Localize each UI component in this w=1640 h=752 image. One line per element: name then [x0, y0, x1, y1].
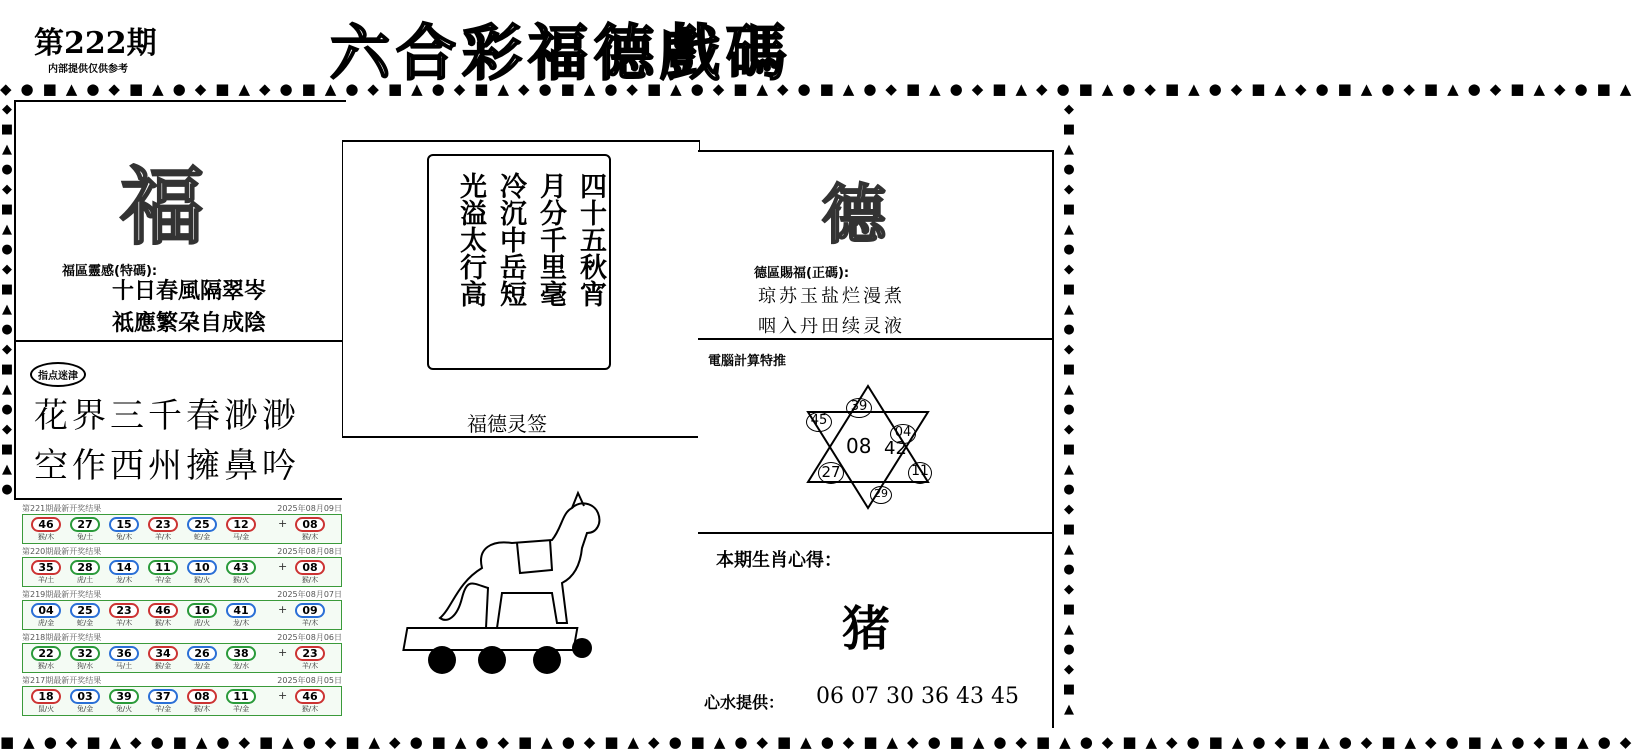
- zodiac-animal: 猪: [842, 601, 891, 657]
- result-ball: 03: [70, 689, 100, 704]
- result-zodiac: 羊/土: [37, 576, 55, 584]
- result-zodiac: 鼠/火: [37, 705, 55, 713]
- water-number: 36: [921, 684, 949, 709]
- fu-label: 福區靈感(特碼):: [62, 264, 158, 279]
- result-ball: 46: [148, 603, 178, 618]
- water-number: 43: [956, 684, 984, 709]
- result-ball: 39: [109, 689, 139, 704]
- result-block: [22, 503, 342, 544]
- result-zodiac: 马/土: [115, 662, 133, 670]
- result-zodiac: 猴/火: [193, 576, 211, 584]
- de-label: 德區賜福(正碼):: [754, 266, 850, 281]
- result-zodiac: 龙/木: [115, 576, 133, 584]
- result-zodiac: 羊/木: [115, 619, 133, 627]
- result-ball: 38: [226, 646, 256, 661]
- hint-line-2: 空作西州擁鼻吟: [34, 446, 300, 486]
- plus-sign: +: [278, 560, 288, 573]
- result-ball: 25: [187, 517, 217, 532]
- fu-line-1: 十日春風隔翠岑: [112, 279, 267, 304]
- result-zodiac: 虎/土: [76, 576, 94, 584]
- lottery-panel: [342, 140, 700, 438]
- hint-badge: 指点迷津: [30, 362, 86, 387]
- star-number-top: 39: [846, 398, 872, 418]
- result-date: 2025年08月07日: [277, 590, 342, 599]
- result-ball: 35: [31, 560, 61, 575]
- left-border: ◆ ■ ▲ ● ◆ ■ ▲ ● ◆ ■ ▲ ● ◆ ■ ▲ ● ◆ ■ ▲ ●: [0, 102, 14, 497]
- lottery-column-4-text: 光溢太行高: [455, 172, 486, 307]
- lottery-column-4: [453, 172, 486, 316]
- draw-results: [22, 503, 342, 718]
- result-row: [22, 514, 342, 544]
- lottery-column-1-text: 四十五秋宵: [575, 172, 606, 307]
- reference-note: 内部提供仅供参考: [48, 64, 128, 75]
- result-zodiac: 蛇/金: [76, 619, 94, 627]
- result-zodiac: 猴/金: [154, 662, 172, 670]
- result-date: 2025年08月08日: [277, 547, 342, 556]
- result-block: [22, 589, 342, 630]
- result-title: 第221期最新开奖结果: [22, 504, 102, 513]
- result-zodiac: 羊/金: [232, 705, 250, 713]
- star-number-lower-right: 11: [908, 462, 932, 484]
- plus-sign: +: [278, 646, 288, 659]
- result-date: 2025年08月05日: [277, 676, 342, 685]
- result-zodiac: 虎/火: [193, 619, 211, 627]
- result-header: [22, 589, 342, 600]
- result-zodiac: 猴/木: [193, 705, 211, 713]
- lottery-column-1: [573, 172, 606, 316]
- star-number-upper-right: 04: [890, 424, 916, 444]
- result-ball: 26: [187, 646, 217, 661]
- result-ball: 14: [109, 560, 139, 575]
- plus-sign: +: [278, 603, 288, 616]
- result-zodiac: 兔/木: [115, 533, 133, 541]
- result-ball: 12: [226, 517, 256, 532]
- issue-number: 第222期: [34, 26, 157, 61]
- result-zodiac: 龙/金: [193, 662, 211, 670]
- result-ball: 46: [295, 689, 325, 704]
- water-number: 45: [991, 684, 1019, 709]
- water-label: 心水提供：: [704, 693, 785, 712]
- result-ball: 16: [187, 603, 217, 618]
- star-number-upper-left: 45: [806, 412, 832, 432]
- result-zodiac: 羊/木: [301, 619, 319, 627]
- result-ball: 10: [187, 560, 217, 575]
- result-header: [22, 503, 342, 514]
- plus-sign: +: [278, 689, 288, 702]
- page-title: 六合彩福德戲碼: [330, 19, 792, 89]
- result-ball: 27: [70, 517, 100, 532]
- star-center-number-2: 42: [884, 438, 907, 459]
- result-zodiac: 猴/木: [301, 705, 319, 713]
- result-ball: 36: [109, 646, 139, 661]
- result-title: 第220期最新开奖结果: [22, 547, 102, 556]
- water-numbers: [816, 684, 1019, 709]
- toy-horse-image: [422, 488, 622, 678]
- result-ball: 34: [148, 646, 178, 661]
- result-ball: 43: [226, 560, 256, 575]
- de-line-2: 咽入丹田续灵液: [758, 316, 905, 337]
- lottery-column-3: [493, 172, 526, 316]
- result-title: 第219期最新开奖结果: [22, 590, 102, 599]
- result-header: [22, 632, 342, 643]
- result-row: [22, 643, 342, 673]
- result-zodiac: 虎/金: [37, 619, 55, 627]
- result-zodiac: 羊/木: [301, 662, 319, 670]
- result-zodiac: 马/金: [232, 533, 250, 541]
- computer-label: 電腦計算特推: [708, 354, 787, 369]
- result-ball: 28: [70, 560, 100, 575]
- result-zodiac: 狗/水: [76, 662, 94, 670]
- computer-panel: [698, 338, 1054, 534]
- zodiac-panel: [698, 532, 1054, 728]
- result-ball: 15: [109, 517, 139, 532]
- star-number-bottom: 29: [870, 486, 892, 504]
- de-big-character: 德: [822, 178, 886, 253]
- result-ball: 04: [31, 603, 61, 618]
- result-title: 第217期最新开奖结果: [22, 676, 102, 685]
- result-zodiac: 兔/金: [76, 705, 94, 713]
- result-ball: 46: [31, 517, 61, 532]
- result-ball: 08: [295, 560, 325, 575]
- result-date: 2025年08月09日: [277, 504, 342, 513]
- result-date: 2025年08月06日: [277, 633, 342, 642]
- result-ball: 09: [295, 603, 325, 618]
- fu-line-2: 祗應繁朶自成陰: [112, 311, 267, 336]
- result-row: [22, 686, 342, 716]
- result-zodiac: 猴/木: [37, 533, 55, 541]
- horse-panel: [342, 436, 700, 724]
- result-ball: 23: [109, 603, 139, 618]
- water-number: 30: [886, 684, 914, 709]
- result-title: 第218期最新开奖结果: [22, 633, 102, 642]
- result-zodiac: 蛇/金: [193, 533, 211, 541]
- result-ball: 25: [70, 603, 100, 618]
- bottom-border: ■▲●◆■▲◆●■▲●◆■▲●◆■▲◆●■▲●◆■▲●◆■▲◆●■▲●◆■▲●◆■▲◆●■▲●◆■▲●◆■▲◆●■▲●◆■▲●◆■▲◆●■▲●◆■▲●◆: [0, 733, 1640, 751]
- lottery-column-3-text: 冷沉中岳短: [495, 172, 526, 307]
- result-ball: 08: [187, 689, 217, 704]
- lottery-scroll: [427, 154, 611, 370]
- result-header: [22, 546, 342, 557]
- top-border: ◆●■▲●◆■▲●◆■▲◆●■▲●◆■▲●◆■▲◆●■▲●◆■▲●◆■▲◆●■▲●◆■▲●◆■▲◆●■▲●◆■▲●◆■▲◆●■▲●◆■▲●◆■▲◆●■▲: [0, 80, 1640, 98]
- result-zodiac: 猴/木: [301, 576, 319, 584]
- result-zodiac: 猴/水: [37, 662, 55, 670]
- plus-sign: +: [278, 517, 288, 530]
- result-zodiac: 龙/水: [232, 662, 250, 670]
- fu-panel: [14, 100, 346, 342]
- lottery-column-2: [533, 172, 566, 316]
- result-row: [22, 557, 342, 587]
- lottery-column-2-text: 月分千里毫: [535, 172, 566, 307]
- result-zodiac: 羊/木: [154, 533, 172, 541]
- result-ball: 41: [226, 603, 256, 618]
- result-zodiac: 猴/木: [301, 533, 319, 541]
- result-zodiac: 猴/火: [232, 576, 250, 584]
- result-block: [22, 546, 342, 587]
- result-ball: 37: [148, 689, 178, 704]
- result-block: [22, 632, 342, 673]
- result-ball: 23: [295, 646, 325, 661]
- water-number: 06: [816, 684, 844, 709]
- result-ball: 32: [70, 646, 100, 661]
- result-ball: 08: [295, 517, 325, 532]
- hint-line-1: 花界三千春渺渺: [34, 396, 300, 436]
- result-ball: 23: [148, 517, 178, 532]
- result-zodiac: 羊/金: [154, 576, 172, 584]
- result-zodiac: 龙/木: [232, 619, 250, 627]
- lottery-caption: 福德灵签: [467, 412, 547, 436]
- de-line-1: 琼苏玉盐烂漫煮: [758, 286, 905, 307]
- right-border: ◆ ■ ▲ ● ◆ ■ ▲ ● ◆ ■ ▲ ● ◆ ■ ▲ ● ◆ ■ ▲ ● ◆ ■ ▲ ● ◆ ■ ▲ ● ◆ ■ ▲: [1062, 102, 1076, 717]
- result-zodiac: 羊/金: [154, 705, 172, 713]
- result-ball: 18: [31, 689, 61, 704]
- hint-panel: [14, 340, 344, 500]
- result-zodiac: 猴/木: [154, 619, 172, 627]
- result-zodiac: 兔/土: [76, 533, 94, 541]
- result-ball: 11: [226, 689, 256, 704]
- result-header: [22, 675, 342, 686]
- star-center-number-1: 08: [846, 434, 872, 458]
- result-ball: 11: [148, 560, 178, 575]
- result-ball: 22: [31, 646, 61, 661]
- result-row: [22, 600, 342, 630]
- star-number-lower-left: 27: [818, 462, 844, 484]
- water-number: 07: [851, 684, 879, 709]
- zodiac-label: 本期生肖心得：: [716, 550, 842, 571]
- fu-big-character: 福: [120, 157, 205, 256]
- de-panel: [698, 150, 1054, 340]
- result-block: [22, 675, 342, 716]
- result-zodiac: 兔/火: [115, 705, 133, 713]
